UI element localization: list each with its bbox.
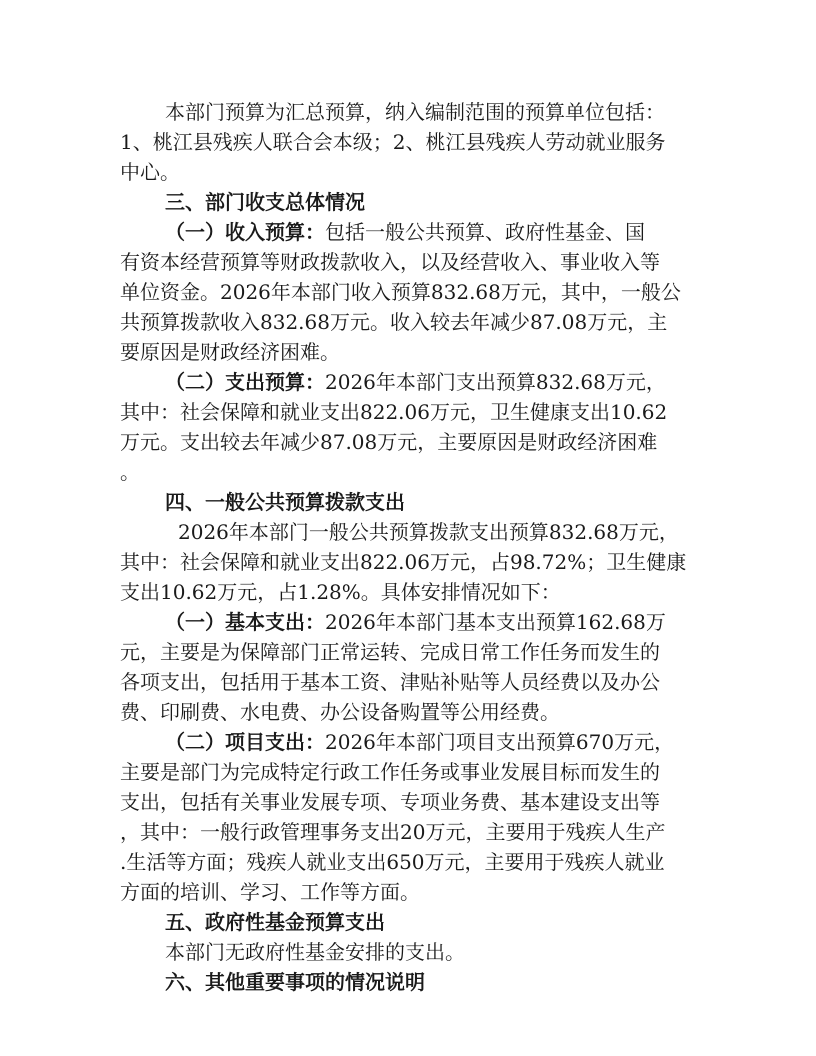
project-line-6: 方面的培训、学习、工作等方面。: [120, 880, 420, 904]
income-line-5: 要原因是财政经济困难。: [120, 340, 340, 364]
section4-line-1: 2026年本部门一般公共预算拨款支出预算832.68万元，: [178, 520, 679, 544]
expense-label: （二）支出预算：: [165, 370, 325, 394]
basic-line-3: 各项支出，包括用于基本工资、津贴补贴等人员经费以及办公: [120, 670, 660, 694]
section4-heading: 四、一般公共预算拨款支出: [165, 490, 405, 514]
section4-line-3: 支出10.62万元，占1.28%。具体安排情况如下：: [120, 580, 561, 604]
scope-line-3: 中心。: [120, 160, 180, 184]
income-label: （一）收入预算：: [165, 220, 325, 244]
section5-heading: 五、政府性基金预算支出: [165, 910, 385, 934]
income-line-2: 有资本经营预算等财政拨款收入，以及经营收入、事业收入等: [120, 250, 660, 274]
section5-body: 本部门无政府性基金安排的支出。: [165, 940, 465, 964]
expense-line-3: 万元。支出较去年减少87.08万元，主要原因是财政经济困难: [120, 430, 658, 454]
scope-line-2: 1、桃江县残疾人联合会本级；2、桃江县残疾人劳动就业服务: [120, 130, 666, 154]
expense-line-4: 。: [120, 460, 140, 484]
income-line-4: 共预算拨款收入832.68万元。收入较去年减少87.08万元，主: [120, 310, 668, 334]
basic-line-2: 元，主要是为保障部门正常运转、完成日常工作任务而发生的: [120, 640, 660, 664]
expense-first: 2026年本部门支出预算832.68万元，: [325, 370, 666, 394]
section6-heading: 六、其他重要事项的情况说明: [165, 970, 425, 994]
project-line-2: 主要是部门为完成特定行政工作任务或事业发展目标而发生的: [120, 760, 660, 784]
income-line-3: 单位资金。2026年本部门收入预算832.68万元，其中，一般公: [120, 280, 681, 304]
basic-line-4: 费、印刷费、水电费、办公设备购置等公用经费。: [120, 700, 560, 724]
basic-label: （一）基本支出：: [165, 610, 325, 634]
project-line-5: .生活等方面；残疾人就业支出650万元，主要用于残疾人就业: [120, 850, 665, 874]
section4-line-2: 其中：社会保障和就业支出822.06万元，占98.72%；卫生健康: [120, 550, 687, 574]
expense-line-1: [165, 367, 745, 397]
basic-first: 2026年本部门基本支出预算162.68万: [325, 610, 666, 634]
income-line-1: [165, 217, 745, 247]
project-line-4: ，其中：一般行政管理事务支出20万元，主要用于残疾人生产: [120, 820, 666, 844]
section3-heading: 三、部门收支总体情况: [165, 190, 365, 214]
basic-line-1: [165, 607, 745, 637]
income-first: 包括一般公共预算、政府性基金、国: [325, 220, 645, 244]
project-line-3: 支出，包括有关事业发展专项、专项业务费、基本建设支出等: [120, 790, 660, 814]
project-line-1: [165, 727, 745, 757]
project-label: （二）项目支出：: [165, 730, 325, 754]
scope-line-1: 本部门预算为汇总预算，纳入编制范围的预算单位包括：: [165, 100, 665, 124]
expense-line-2: 其中：社会保障和就业支出822.06万元，卫生健康支出10.62: [120, 400, 668, 424]
project-first: 2026年本部门项目支出预算670万元，: [325, 730, 675, 754]
